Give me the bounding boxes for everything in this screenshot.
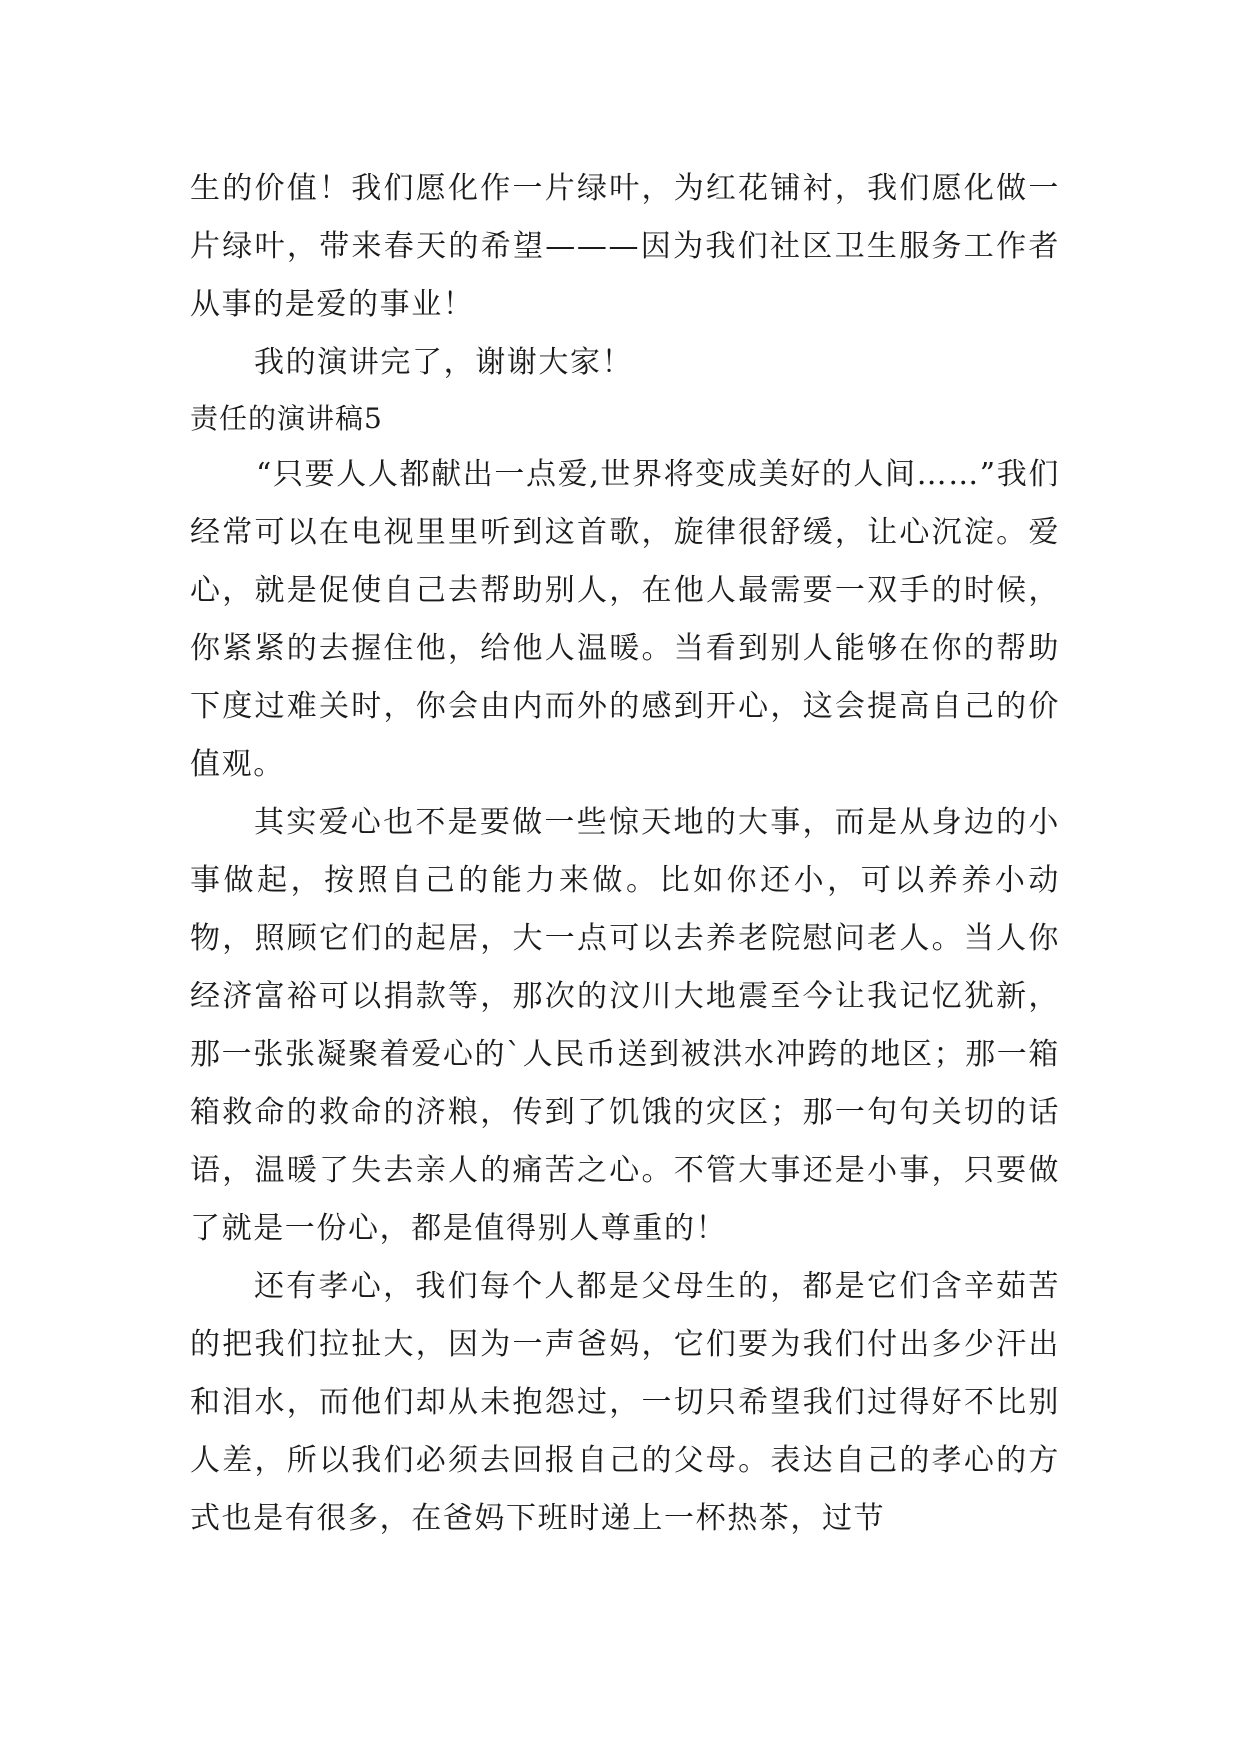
paragraph-small-deeds: 其实爱心也不是要做一些惊天地的大事，而是从身边的小事做起，按照自己的能力来做。比如你还小，可以养养小动物，照顾它们的起居，大一点可以去养老院慰问老人。当人你经济富裕可以捐款等，那次的汶川大地震至今让我记忆犹新，那一张张凝聚着爱心的`人民币送到被洪水冲跨的地区；那一箱箱救命的救命的济粮，传到了饥饿的灾区；那一句句关切的话语，温暖了失去亲人的痛苦之心。不管大事还是小事，只要做了就是一份心，都是值得别人尊重的！ <box>190 805 1060 1246</box>
document-page <box>190 160 1060 1548</box>
paragraph-closing: 我的演讲完了，谢谢大家！ <box>254 345 634 380</box>
section-heading: 责任的演讲稿5 <box>190 402 383 435</box>
paragraph-continuation: 生的价值！我们愿化作一片绿叶，为红花铺衬，我们愿化做一片绿叶，带来春天的希望———因为我们社区卫生服务工作者从事的是爱的事业！ <box>190 171 1060 322</box>
paragraph-love: “只要人人都献出一点爱,世界将变成美好的人间……”我们经常可以在电视里里听到这首歌，旋律很舒缓，让心沉淀。爱心，就是促使自己去帮助别人，在他人最需要一双手的时候，你紧紧的去握住他，给他人温暖。当看到别人能够在你的帮助下度过难关时，你会由内而外的感到开心，这会提高自己的价值观。 <box>190 457 1060 782</box>
paragraph-filial: 还有孝心，我们每个人都是父母生的，都是它们含辛茹苦的把我们拉扯大，因为一声爸妈，它们要为我们付出多少汗出和泪水，而他们却从未抱怨过，一切只希望我们过得好不比别人差，所以我们必须去回报自己的父母。表达自己的孝心的方式也是有很多，在爸妈下班时递上一杯热茶，过节 <box>190 1269 1060 1536</box>
